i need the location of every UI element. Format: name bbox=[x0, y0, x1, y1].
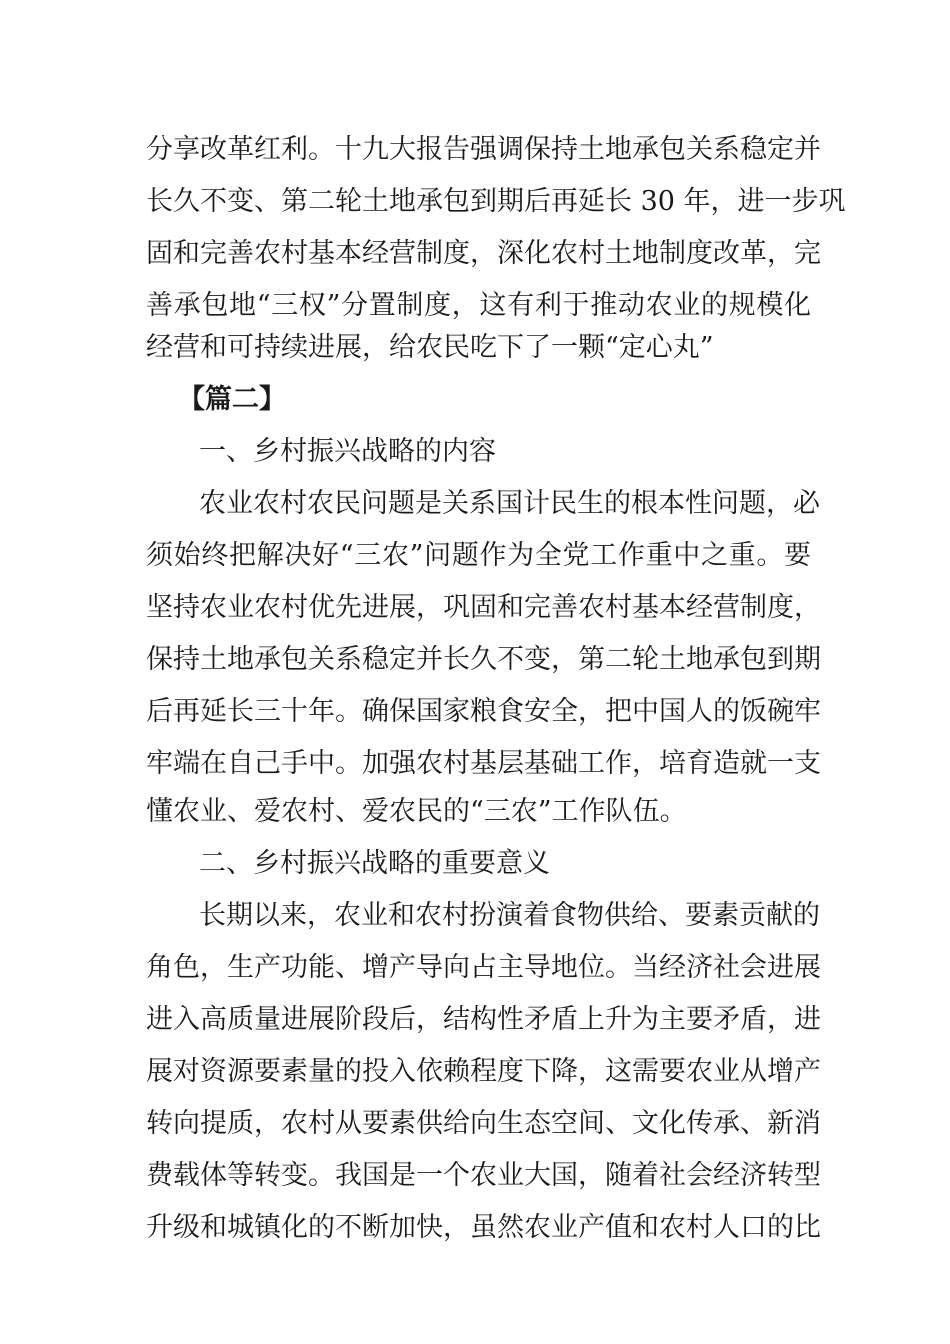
body-text-line: 后再延长三十年。确保国家粮食安全，把中国人的饭碗牢 bbox=[146, 696, 821, 727]
body-text-line: 牢端在自己手中。加强农村基层基础工作，培育造就一支 bbox=[146, 748, 821, 779]
subsection-heading: 一、乡村振兴战略的内容 bbox=[199, 436, 496, 467]
subsection-heading: 二、乡村振兴战略的重要意义 bbox=[199, 848, 550, 879]
body-text-line: 长久不变、第二轮土地承包到期后再延长 30 年，进一步巩 bbox=[146, 186, 846, 217]
body-text-line: 升级和城镇化的不断加快，虽然农业产值和农村人口的比 bbox=[146, 1212, 821, 1243]
section-heading: 【篇二】 bbox=[178, 384, 286, 415]
body-text-line: 展对资源要素量的投入依赖程度下降，这需要农业从增产 bbox=[146, 1056, 821, 1087]
paragraph-first-line: 长期以来，农业和农村扮演着食物供给、要素贡献的 bbox=[199, 900, 820, 931]
paragraph-first-line: 农业农村农民问题是关系国计民生的根本性问题，必 bbox=[199, 488, 820, 519]
body-text-line: 转向提质，农村从要素供给向生态空间、文化传承、新消 bbox=[146, 1108, 821, 1139]
body-text-line: 固和完善农村基本经营制度，深化农村土地制度改革，完 bbox=[146, 238, 821, 269]
body-text-line: 须始终把解决好“三农”问题作为全党工作重中之重。要 bbox=[146, 540, 811, 571]
body-text-line: 进入高质量进展阶段后，结构性矛盾上升为主要矛盾，进 bbox=[146, 1004, 821, 1035]
body-text-line: 分享改革红利。十九大报告强调保持土地承包关系稳定并 bbox=[146, 134, 821, 165]
body-text-line: 费载体等转变。我国是一个农业大国，随着社会经济转型 bbox=[146, 1160, 821, 1191]
body-text-line: 坚持农业农村优先进展，巩固和完善农村基本经营制度， bbox=[146, 592, 821, 623]
body-text-line: 懂农业、爱农村、爱农民的“三农”工作队伍。 bbox=[146, 796, 687, 827]
body-text-line: 善承包地“三权”分置制度，这有利于推动农业的规模化 bbox=[146, 290, 811, 321]
body-text-line: 经营和可持续进展，给农民吃下了一颗“定心丸” bbox=[146, 332, 714, 363]
body-text-line: 角色，生产功能、增产导向占主导地位。当经济社会进展 bbox=[146, 952, 821, 983]
body-text-line: 保持土地承包关系稳定并长久不变，第二轮土地承包到期 bbox=[146, 644, 821, 675]
